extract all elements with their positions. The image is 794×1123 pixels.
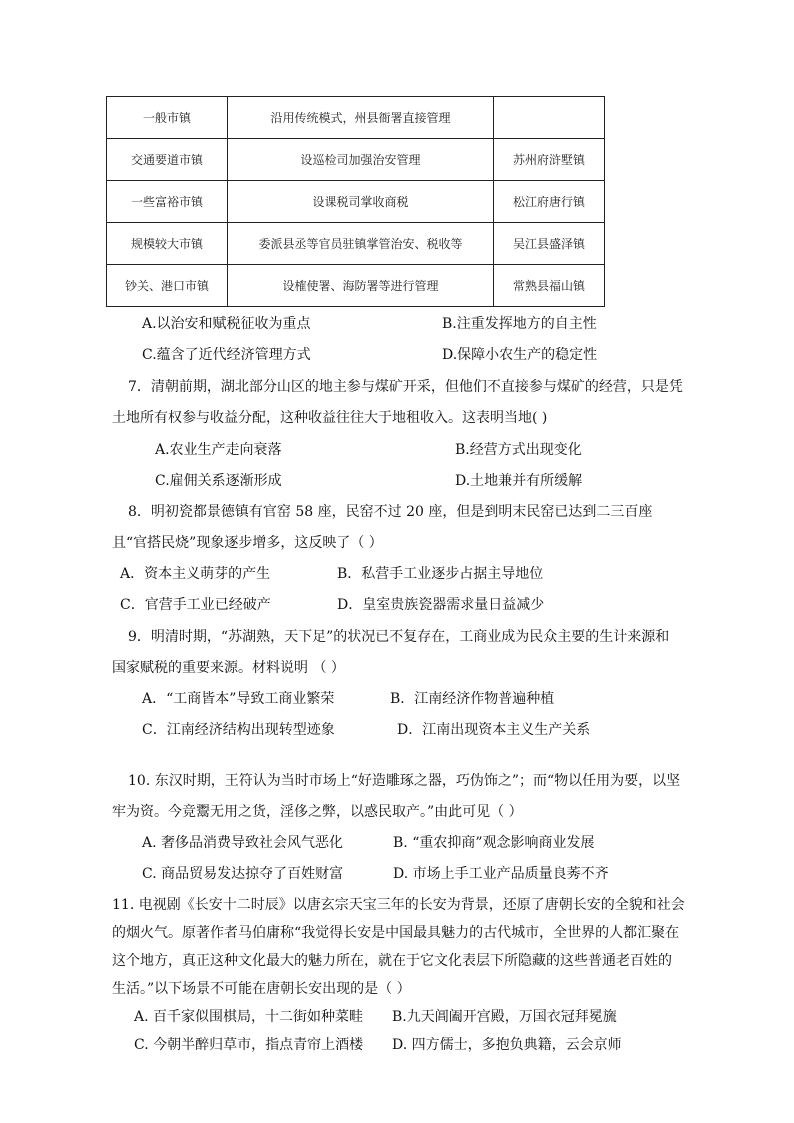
table-cell: 吴江县盛泽镇 — [494, 223, 605, 265]
q10-option-d: D. 市场上手工业产品质量良莠不齐 — [393, 866, 609, 882]
q6-option-d: D.保障小农生产的稳定性 — [442, 347, 598, 363]
q11-option-d: D. 四方儒士，多抱负典籍，云会京师 — [392, 1037, 622, 1053]
q7-stem-line1: 7．清朝前期，湖北部分山区的地主参与煤矿开采，但他们不直接参与煤矿的经营，只是凭 — [128, 379, 683, 395]
q11-option-a: A. 百千家似围棋局，十二街如种菜畦 — [134, 1009, 364, 1025]
q11-stem-line3: 这个地方，真正这种文化最大的魅力所在，就在于它文化表层下所隐藏的这些普通老百姓的 — [112, 953, 672, 969]
table-row — [107, 139, 605, 181]
q10-option-c: C. 商品贸易发达掠夺了百姓财富 — [142, 866, 344, 882]
q10-stem-line2: 牢为资。今竞鬻无用之货，淫侈之弊，以惑民取产。”由此可见（ ） — [112, 804, 523, 820]
q10-option-a: A. 奢侈品消费导致社会风气恶化 — [142, 835, 344, 851]
q8-option-d: D．皇室贵族瓷器需求量日益减少 — [337, 597, 545, 613]
table-cell: 设课税司掌收商税 — [228, 181, 494, 223]
q7-option-d: D.土地兼并有所缓解 — [455, 473, 583, 489]
q9-option-b: B．江南经济作物普遍种植 — [390, 691, 555, 707]
table-cell: 规模较大市镇 — [107, 223, 228, 265]
table-cell: 松江府唐行镇 — [494, 181, 605, 223]
table-cell: 苏州府浒墅镇 — [494, 139, 605, 181]
q11-stem-line1: 11. 电视剧《长安十二时辰》以唐玄宗天宝三年的长安为背景，还原了唐朝长安的全貌和社会 — [112, 897, 685, 913]
table-cell: 一些富裕市镇 — [107, 181, 228, 223]
q8-option-c: C．官营手工业已经破产 — [120, 597, 271, 613]
q11-option-b: B.九天阊阖开宫殿，万国衣冠拜冕旒 — [392, 1009, 617, 1025]
table-cell: 委派县丞等官员驻镇掌管治安、税收等 — [228, 223, 494, 265]
q6-option-b: B.注重发挥地方的自主性 — [442, 316, 597, 332]
table-cell: 交通要道市镇 — [107, 139, 228, 181]
q7-stem-line2: 土地所有权参与收益分配，这种收益往往大于地租收入。这表明当地( ) — [112, 410, 548, 426]
table-cell: 设榷使署、海防署等进行管理 — [228, 265, 494, 307]
q7-option-a: A.农业生产走向衰落 — [155, 442, 282, 458]
table-cell — [494, 97, 605, 139]
table-row — [107, 265, 605, 307]
q9-option-c: C．江南经济结构出现转型迹象 — [142, 722, 335, 738]
q6-option-a: A.以治安和赋税征收为重点 — [142, 316, 311, 332]
table-row — [107, 223, 605, 265]
q8-stem-line1: 8．明初瓷都景德镇有官窑 58 座，民窑不过 20 座，但是到明末民窑已达到二三百座 — [128, 504, 653, 520]
q9-stem-line1: 9．明清时期，“苏湖熟，天下足”的状况已不复存在，工商业成为民众主要的生计来源和 — [128, 629, 670, 645]
table-cell: 一般市镇 — [107, 97, 228, 139]
q11-stem-line4: 生活。”以下场景不可能在唐朝长安出现的是（ ） — [112, 981, 411, 997]
table-cell: 钞关、港口市镇 — [107, 265, 228, 307]
market-town-table — [106, 96, 605, 307]
table-cell: 设巡检司加强治安管理 — [228, 139, 494, 181]
q11-stem-line2: 的烟火气。原著作者马伯庸称“我觉得长安是中国最具魅力的古代城市，全世界的人都汇聚在 — [112, 925, 680, 941]
q9-option-d: D．江南出现资本主义生产关系 — [397, 722, 591, 738]
table-row — [107, 97, 605, 139]
q8-option-a: A．资本主义萌芽的产生 — [120, 566, 271, 582]
q10-stem-line1: 10. 东汉时期，王符认为当时市场上“好造雕琢之器，巧伪饰之”；而“物以任用为要，以坚 — [128, 773, 681, 789]
table-cell: 常熟县福山镇 — [494, 265, 605, 307]
q8-stem-line2: 且“官搭民烧”现象逐步增多，这反映了（ ） — [112, 535, 383, 551]
table-cell: 沿用传统模式，州县衙署直接管理 — [228, 97, 494, 139]
q10-option-b: B. “重农抑商”观念影响商业发展 — [393, 835, 595, 851]
q6-option-c: C.蕴含了近代经济管理方式 — [142, 347, 311, 363]
q9-stem-line2: 国家赋税的重要来源。材料说明 （ ） — [112, 660, 345, 676]
q7-option-c: C.雇佣关系逐渐形成 — [155, 473, 282, 489]
q8-option-b: B．私营手工业逐步占据主导地位 — [337, 566, 544, 582]
q9-option-a: A．“工商皆本”导致工商业繁荣 — [142, 691, 335, 707]
q11-option-c: C. 今朝半醉归草市，指点青帘上酒楼 — [134, 1037, 364, 1053]
table-row — [107, 181, 605, 223]
q7-option-b: B.经营方式出现变化 — [455, 442, 582, 458]
